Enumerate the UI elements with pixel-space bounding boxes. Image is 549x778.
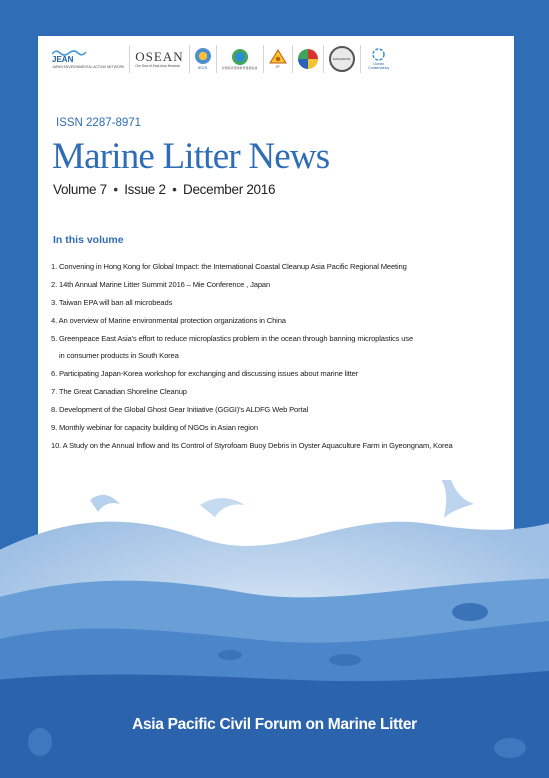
issue-info (53, 182, 275, 197)
separator-dot: • (113, 182, 118, 197)
jp-logo-text: JP (275, 64, 280, 69)
issn-number: ISSN 2287-8971 (56, 117, 142, 129)
toc-item[interactable] (51, 442, 511, 451)
toc-item-text: 8. Development of the Global Ghost Gear Initiative (GGGI)'s ALDFG Web Portal (51, 405, 309, 415)
toc-item-text: 9. Monthly webinar for capacity building of NGOs in Asian region (51, 423, 258, 433)
jean-logo-subtext: JAPAN ENVIRONMENTAL ACTION NETWORK (52, 64, 125, 69)
newsletter-title: Marine Litter News (52, 136, 330, 177)
toc-item-text: 1. Convening in Hong Kong for Global Impact: the International Coastal Cleanup Asia Pacific Regional Meeting (51, 262, 407, 271)
section-heading: In this volume (53, 234, 124, 246)
osean-logo-text: OSEAN (135, 48, 184, 64)
volume-label: Volume 7 (53, 182, 107, 197)
mangrove-logo (324, 45, 361, 73)
taiwan-emblem-icon (232, 49, 248, 65)
toc-item[interactable] (51, 406, 511, 415)
ikcs-emblem-icon (195, 48, 211, 64)
ikcs-logo (190, 45, 217, 73)
osean-logo-subtext: Our Sea of East Asia Network (135, 63, 181, 68)
toc-item-continuation: in consumer products in South Korea (59, 350, 179, 360)
partner-logo-strip (47, 44, 397, 74)
sea-turtle-silhouette-icon (452, 603, 488, 621)
globe-icon (372, 48, 385, 61)
toc-item[interactable] (51, 281, 511, 290)
date-label: December 2016 (183, 182, 276, 197)
toc-item-text: 4. An overview of Marine environmental protection organizations in China (51, 316, 286, 326)
issue-label: Issue 2 (124, 182, 166, 197)
table-of-contents (51, 263, 511, 460)
shell-silhouette-icon (494, 738, 526, 758)
toc-item[interactable] (51, 424, 511, 433)
toc-item[interactable] (51, 263, 511, 272)
organization-name: Asia Pacific Civil Forum on Marine Litter (132, 716, 417, 733)
mangrove-logo-text: MANGROVE (332, 57, 351, 61)
separator-dot: • (172, 182, 177, 197)
toc-item-text: 2. 14th Annual Marine Litter Summit 2016 – Mie Conference , Japan (51, 280, 271, 290)
jean-logo (47, 45, 130, 73)
triangle-emblem-icon (269, 49, 287, 64)
taiwan-ngo-logo (217, 45, 264, 73)
taiwan-logo-text: 台灣海洋環境教育推廣協會 (221, 65, 258, 70)
ocean-conservancy-logo (361, 45, 397, 73)
ocean-conservancy-text: Ocean Conservancy (368, 61, 390, 70)
jp-logo (264, 45, 293, 73)
toc-item-text: 3. Taiwan EPA will ban all microbeads (51, 298, 173, 308)
toc-item[interactable] (51, 335, 511, 360)
fish-silhouette-icon (218, 650, 242, 660)
toc-item-text: 5. Greenpeace East Asia's effort to reduce microplastics problem in the ocean through banning microplastics use (51, 334, 414, 344)
ikcs-logo-text: IKCS (197, 65, 208, 70)
osean-logo (130, 45, 189, 73)
toc-item[interactable] (51, 388, 511, 397)
bird-silhouette-icon (90, 495, 120, 512)
ph-logo (293, 45, 324, 73)
mangrove-emblem-icon (329, 46, 355, 72)
seal-silhouette-icon (329, 654, 361, 666)
toc-item-text: 7. The Great Canadian Shoreline Cleanup (51, 386, 187, 396)
toc-item[interactable] (51, 370, 511, 379)
flower-emblem-icon (298, 49, 318, 69)
toc-item-text: 6. Participating Japan-Korea workshop for exchanging and discussing issues about marine litter (51, 368, 359, 378)
toc-item[interactable] (51, 317, 511, 326)
toc-item-text: 10. A Study on the Annual Inflow and Its Control of Styrofoam Buoy Debris in Oyster Aquaculture Farm in Gyeongnam, Korea (51, 441, 453, 451)
bird-silhouette-icon (200, 498, 245, 517)
jean-logo-text: JEAN (52, 54, 74, 64)
bird-silhouette-icon (440, 480, 474, 518)
toc-item[interactable] (51, 299, 511, 308)
